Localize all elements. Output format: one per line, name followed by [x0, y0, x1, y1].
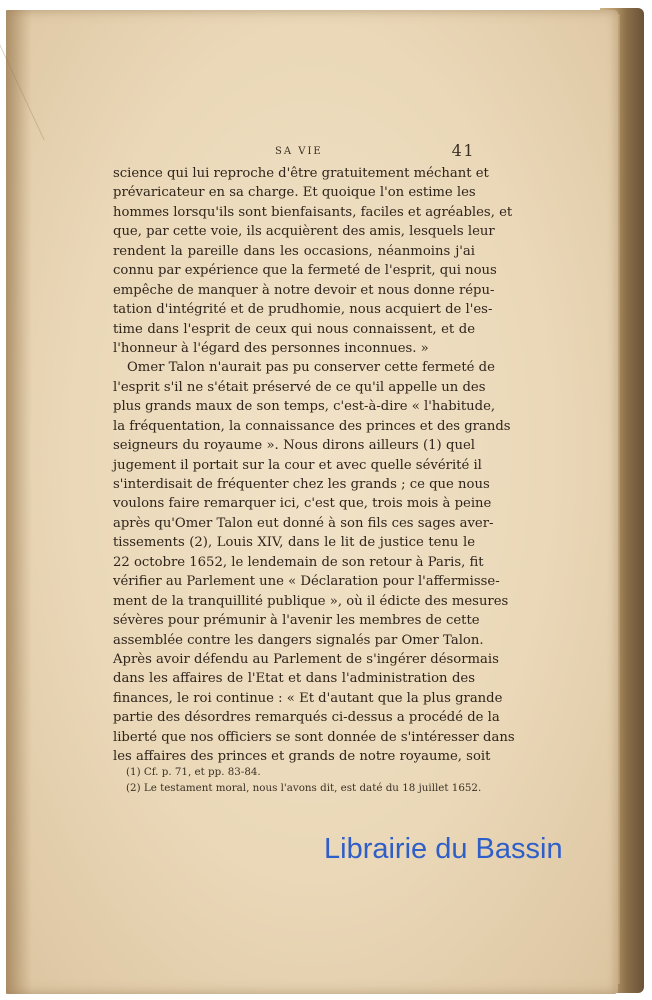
footnote: (2) Le testament moral, nous l'avons dit, est daté du 18 juillet 1652.	[126, 782, 482, 794]
text-line: après qu'Omer Talon eut donné à son fils ces sages aver-	[113, 515, 494, 531]
text-line: l'esprit s'il ne s'était préservé de ce qu'il appelle un des	[113, 379, 486, 395]
body-text	[113, 164, 515, 767]
text-line: plus grands maux de son temps, c'est-à-dire « l'habitude,	[113, 399, 496, 415]
text-line: liberté que nos officiers se sont donnée de s'intéresser dans	[113, 729, 515, 745]
watermark-label: Librairie du Bassin	[324, 833, 563, 865]
text-line: voulons faire remarquer ici, c'est que, trois mois à peine	[113, 496, 492, 512]
text-line: finances, le roi continue : « Et d'autant que la plus grande	[113, 690, 503, 706]
text-line: science qui lui reproche d'être gratuitement méchant et	[113, 166, 489, 181]
text-line: dans les affaires de l'Etat et dans l'administration des	[113, 671, 475, 687]
text-line: jugement il portait sur la cour et avec quelle sévérité il	[113, 457, 482, 473]
text-line: que, par cette voie, ils acquièrent des amis, lesquels leur	[113, 224, 495, 240]
text-line: vérifier au Parlement une « Déclaration pour l'affermisse-	[113, 574, 500, 590]
text-line: assemblée contre les dangers signalés par Omer Talon.	[113, 632, 484, 648]
text-line: ment de la tranquillité publique », où il édicte des mesures	[113, 593, 509, 609]
text-line: Omer Talon n'aurait pas pu conserver cette fermeté de	[127, 360, 495, 376]
text-line: seigneurs du royaume ». Nous dirons ailleurs (1) quel	[113, 438, 475, 454]
text-line: prévaricateur en sa charge. Et quoique l'on estime les	[113, 185, 476, 201]
footnote: (1) Cf. p. 71, et pp. 83-84.	[126, 766, 261, 778]
text-line: s'interdisait de fréquenter chez les grands ; ce que nous	[113, 477, 490, 492]
text-line: hommes lorsqu'ils sont bienfaisants, faciles et agréables, et	[113, 204, 513, 220]
text-line: partie des désordres remarqués ci-dessus a procédé de la	[113, 710, 500, 726]
text-line: connu par expérience que la fermeté de l'esprit, qui nous	[113, 263, 497, 279]
text-line: tation d'intégrité et de prudhomie, nous acquiert de l'es-	[113, 302, 493, 318]
text-line: time dans l'esprit de ceux qui nous connaissent, et de	[113, 321, 475, 337]
text-line: empêche de manquer à notre devoir et nous donne répu-	[113, 282, 495, 298]
text-line: 22 octobre 1652, le lendemain de son retour à Paris, fit	[113, 554, 484, 570]
text-line: sévères pour prémunir à l'avenir les membres de cette	[113, 613, 480, 629]
spine-shadow	[6, 10, 32, 994]
text-line: rendent la pareille dans les occasions, néanmoins j'ai	[113, 243, 475, 259]
running-title: SA VIE	[275, 146, 323, 157]
running-head	[113, 141, 475, 163]
page-number: 41	[451, 141, 475, 160]
text-line: la fréquentation, la connaissance des princes et des grands	[113, 418, 511, 434]
text-line: Après avoir défendu au Parlement de s'ingérer désormais	[113, 651, 499, 667]
text-line: tissements (2), Louis XIV, dans le lit de justice tenu le	[113, 535, 475, 551]
footnotes	[126, 764, 482, 796]
text-line: l'honneur à l'égard des personnes inconnues. »	[113, 340, 429, 356]
text-line: les affaires des princes et grands de notre royaume, soit	[113, 749, 491, 765]
